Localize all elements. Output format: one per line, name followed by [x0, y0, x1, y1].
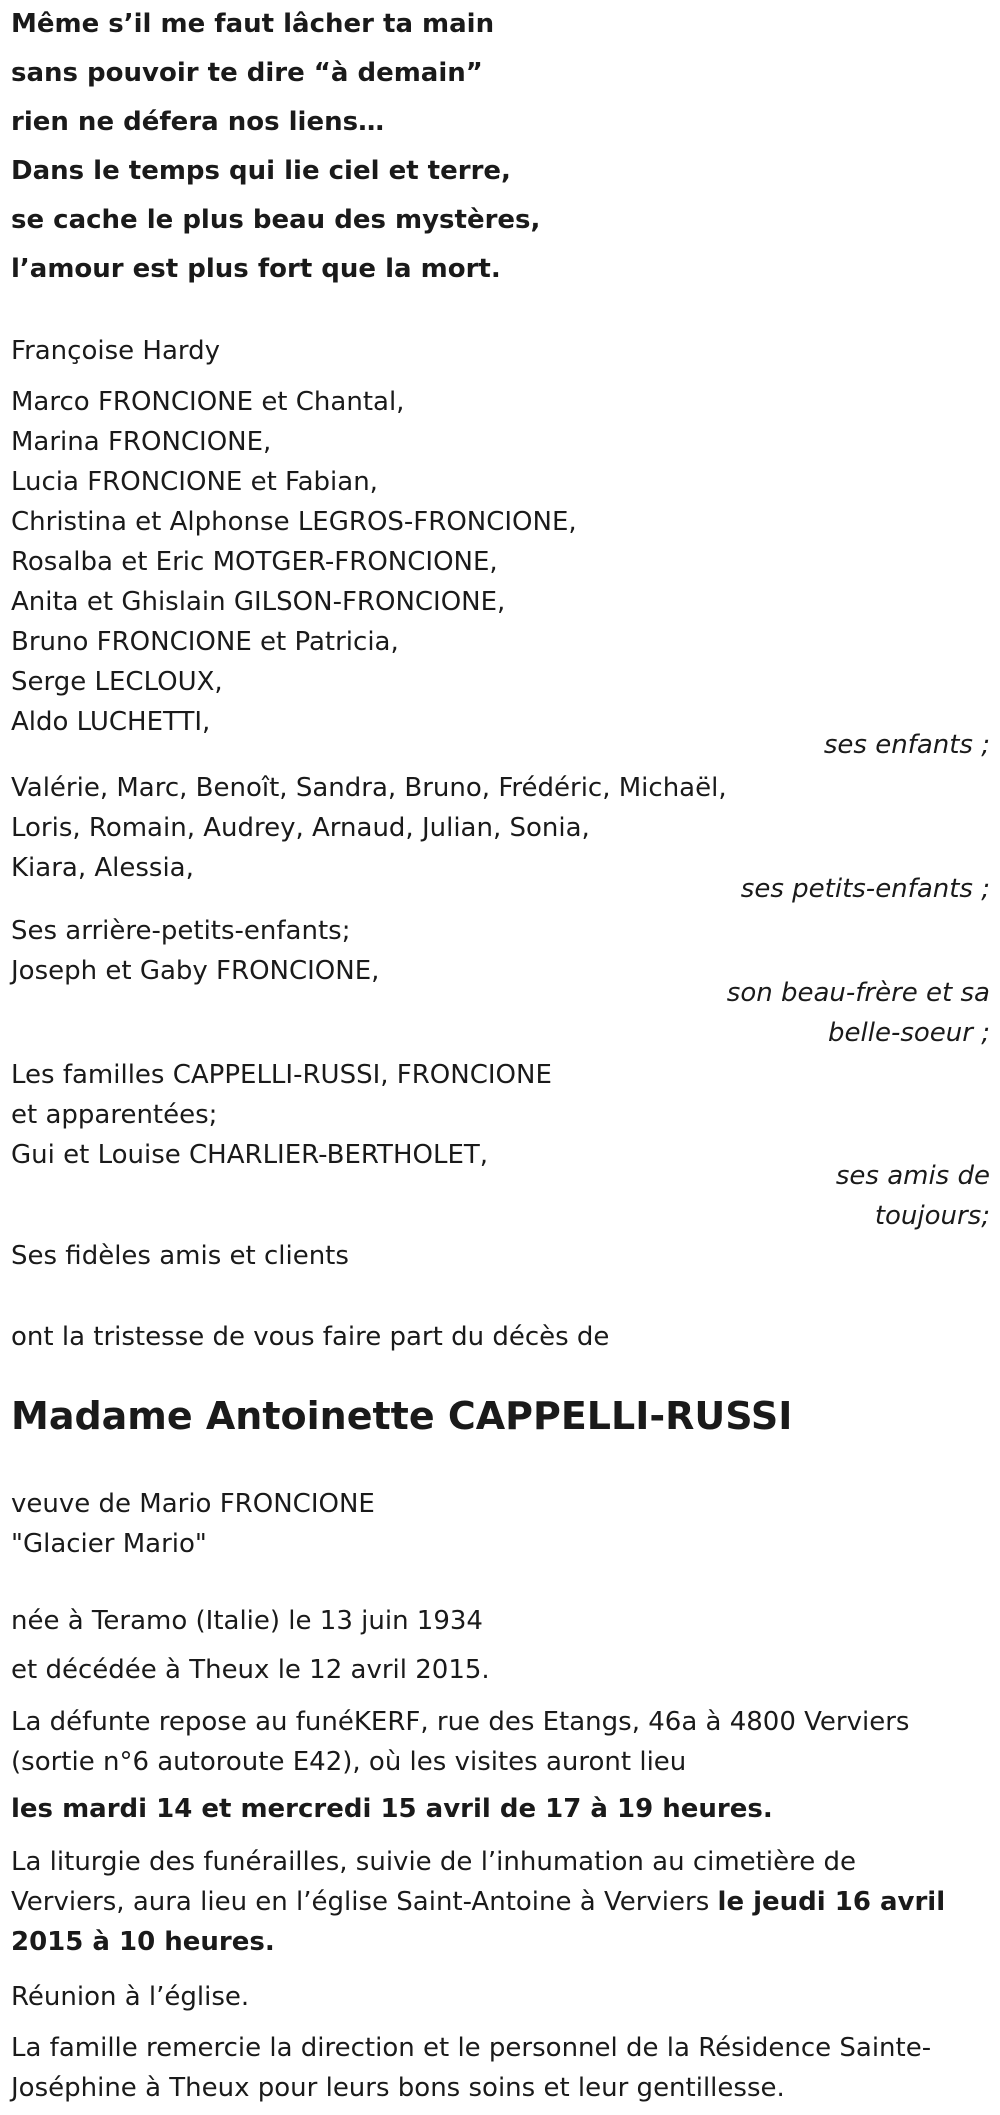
family-member: Anita et Ghislain GILSON-FRONCIONE,: [11, 587, 506, 617]
rest-info: [11, 1702, 909, 1782]
family-member: Lucia FRONCIONE et Fabian,: [11, 467, 378, 497]
family-member: Loris, Romain, Audrey, Arnaud, Julian, Sonia,: [11, 813, 590, 843]
liturgy-text: Verviers, aura lieu en l’église Saint-Antoine à Verviers: [11, 1887, 718, 1917]
family-member: Valérie, Marc, Benoît, Sandra, Bruno, Frédéric, Michaël,: [11, 773, 727, 803]
children-list: [11, 382, 577, 742]
family-member: Christina et Alphonse LEGROS-FRONCIONE,: [11, 507, 577, 537]
family-member: Marina FRONCIONE,: [11, 427, 272, 457]
poem-author: Françoise Hardy: [11, 336, 221, 366]
visits-info: les mardi 14 et mercredi 15 avril de 17 à 19 heures.: [11, 1794, 773, 1824]
liturgy-line: 2015 à 10 heures.: [11, 1927, 275, 1957]
liturgy-line: [11, 1882, 945, 1922]
grandchildren-label: ses petits-enfants ;: [740, 874, 990, 904]
family-member: Serge LECLOUX,: [11, 667, 223, 697]
family-member: Marco FRONCIONE et Chantal,: [11, 387, 405, 417]
announcement: ont la tristesse de vous faire part du décès de: [11, 1322, 610, 1352]
poem-line: sans pouvoir te dire “à demain”: [11, 58, 483, 88]
in-laws-label-line: belle-soeur ;: [828, 1018, 990, 1048]
family-member: Rosalba et Eric MOTGER-FRONCIONE,: [11, 547, 498, 577]
friends-label: [836, 1156, 990, 1236]
birth-info: née à Teramo (Italie) le 13 juin 1934: [11, 1606, 483, 1636]
thanks-line: Joséphine à Theux pour leurs bons soins et leur gentillesse.: [11, 2073, 785, 2103]
thanks-line: La famille remercie la direction et le personnel de la Résidence Sainte-: [11, 2033, 932, 2063]
children-label: ses enfants ;: [823, 730, 990, 760]
rest-line: (sortie n°6 autoroute E42), où les visites auront lieu: [11, 1747, 687, 1777]
poem-line: rien ne défera nos liens…: [11, 107, 385, 137]
deceased-name: Madame Antoinette CAPPELLI-RUSSI: [11, 1394, 793, 1438]
poem: [11, 0, 540, 294]
grandchildren-list: [11, 768, 727, 888]
poem-line: se cache le plus beau des mystères,: [11, 205, 541, 235]
families-line: et apparentées;: [11, 1100, 218, 1130]
families-block: [11, 1055, 552, 1175]
in-laws: Joseph et Gaby FRONCIONE,: [11, 956, 380, 986]
family-member: Kiara, Alessia,: [11, 853, 194, 883]
rest-line: La défunte repose au funéKERF, rue des Etangs, 46a à 4800 Verviers: [11, 1707, 910, 1737]
in-laws-label: [727, 973, 990, 1053]
death-info: et décédée à Theux le 12 avril 2015.: [11, 1655, 490, 1685]
great-grandchildren-block: [11, 911, 379, 991]
poem-line: l’amour est plus fort que la mort.: [11, 254, 501, 284]
poem-line: Dans le temps qui lie ciel et terre,: [11, 156, 511, 186]
in-laws-label-line: son beau-frère et sa: [726, 978, 990, 1008]
loyal-friends: Ses fidèles amis et clients: [11, 1241, 349, 1271]
families-line: Les familles CAPPELLI-RUSSI, FRONCIONE: [11, 1060, 552, 1090]
liturgy-line: La liturgie des funérailles, suivie de l’inhumation au cimetière de: [11, 1847, 856, 1877]
friends-label-line: toujours;: [874, 1201, 990, 1231]
friends-label-line: ses amis de: [835, 1161, 990, 1191]
poem-line: Même s’il me faut lâcher ta main: [11, 9, 495, 39]
family-member: Bruno FRONCIONE et Patricia,: [11, 627, 399, 657]
family-member: Aldo LUCHETTI,: [11, 707, 211, 737]
meeting-info: Réunion à l’église.: [11, 1982, 250, 2012]
liturgy-date: le jeudi 16 avril: [717, 1887, 946, 1917]
nickname: "Glacier Mario": [11, 1529, 207, 1559]
widow-of-line: veuve de Mario FRONCIONE: [11, 1489, 375, 1519]
widow-of-block: [11, 1484, 375, 1564]
great-grandchildren: Ses arrière-petits-enfants;: [11, 916, 351, 946]
friends: Gui et Louise CHARLIER-BERTHOLET,: [11, 1140, 489, 1170]
liturgy-info: [11, 1842, 945, 1962]
thanks-info: [11, 2028, 931, 2108]
